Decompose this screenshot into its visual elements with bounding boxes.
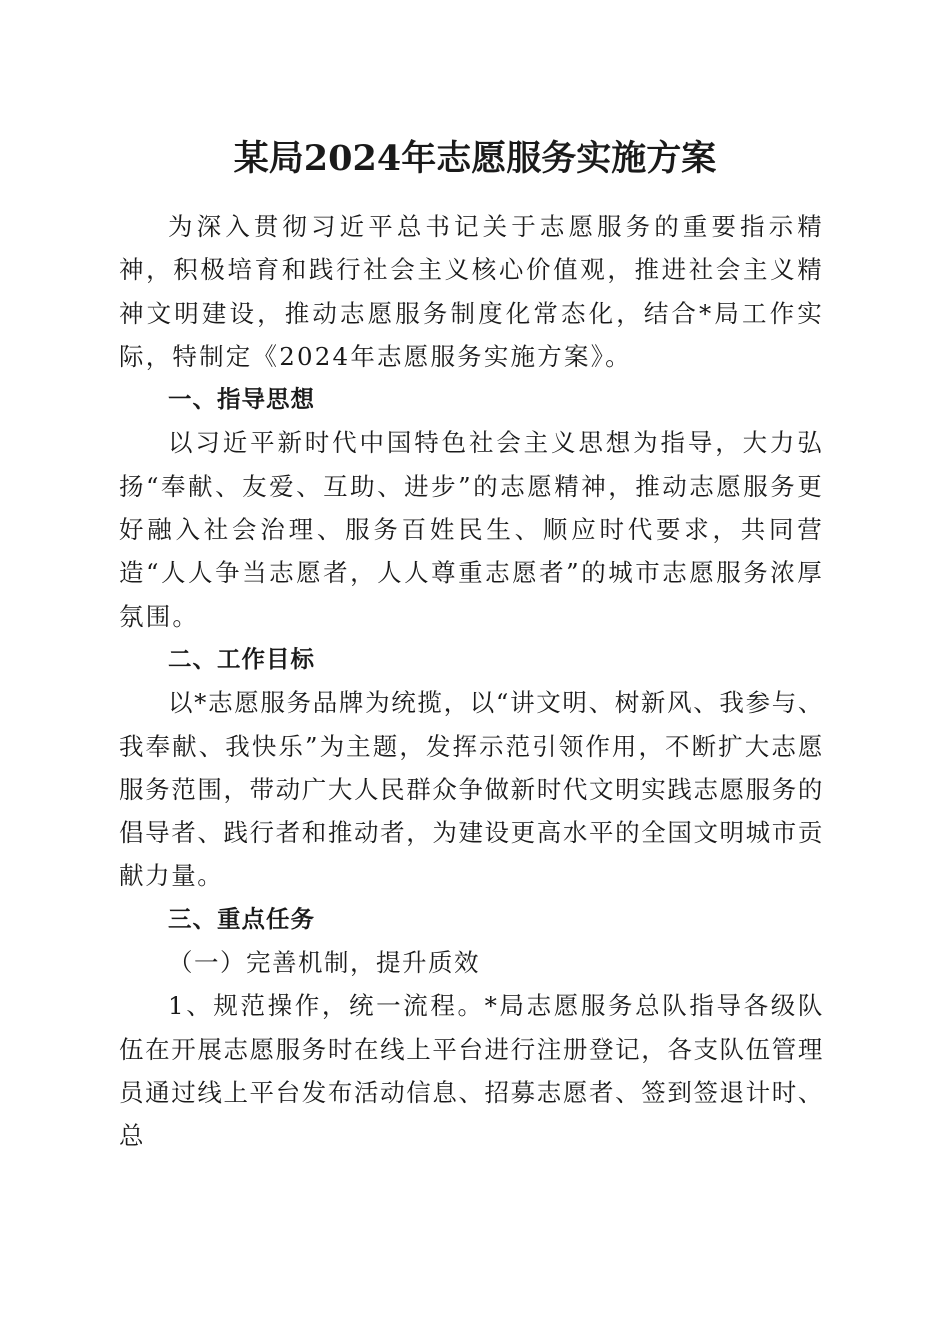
document-body — [119, 205, 824, 1158]
document-title: 某局2024年志愿服务实施方案 — [233, 138, 717, 179]
section-heading-guiding-ideology: 一、指导思想 — [168, 385, 315, 414]
section-text-work-goals: 以*志愿服务品牌为统揽，以“讲文明、树新风、我参与、我奉献、我快乐”为主题，发挥示范引领作用，不断扩大志愿服务范围，带动广大人民群众争做新时代文明实践志愿服务的倡导者、践行者和推动者，为建设更高水平的全国文明城市贡献力量。 — [119, 688, 824, 891]
intro-paragraph: 为深入贯彻习近平总书记关于志愿服务的重要指示精神，积极培育和践行社会主义核心价值观，推进社会主义精神文明建设，推动志愿服务制度化常态化，结合*局工作实际，特制定《2024年志愿服务实施方案》。 — [119, 212, 824, 371]
subsection-heading-improve-mechanism: （一）完善机制，提升质效 — [168, 948, 480, 978]
section-text-guiding-ideology: 以习近平新时代中国特色社会主义思想为指导，大力弘扬“奉献、友爱、互助、进步”的志愿精神，推动志愿服务更好融入社会治理、服务百姓民生、顺应时代要求，共同营造“人人争当志愿者，人人尊重志愿者”的城市志愿服务浓厚氛围。 — [119, 428, 824, 631]
section-heading-key-tasks: 三、重点任务 — [168, 904, 315, 933]
section-text-key-tasks: 1、规范操作，统一流程。*局志愿服务总队指导各级队伍在开展志愿服务时在线上平台进行注册登记，各支队伍管理员通过线上平台发布活动信息、招募志愿者、签到签退计时、总 — [119, 991, 824, 1151]
section-heading-work-goals: 二、工作目标 — [168, 644, 315, 673]
